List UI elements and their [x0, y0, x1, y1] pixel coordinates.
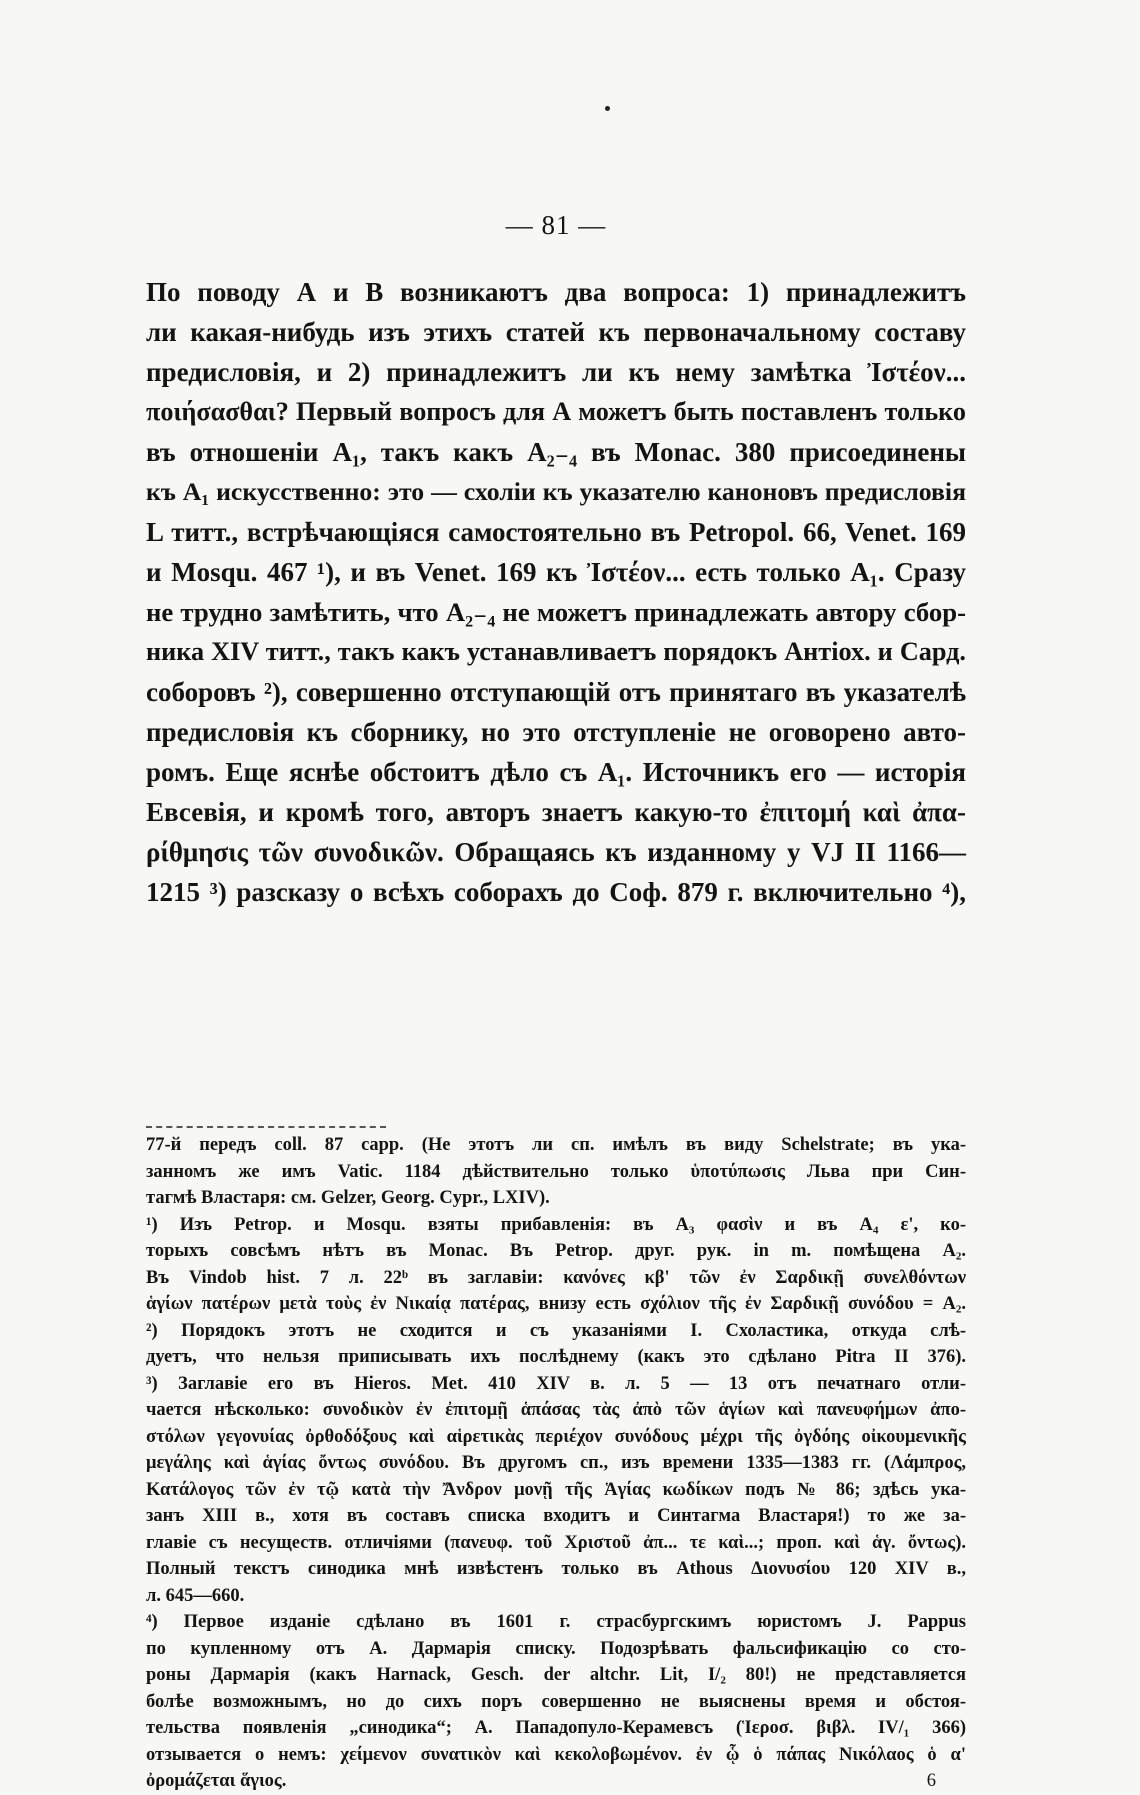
body-text: [146, 272, 966, 912]
footnote-line: торыхъ совсѣмъ нѣтъ въ Monac. Въ Petrop. друг. рук. in m. помѣщена A₂.: [146, 1241, 966, 1261]
body-line: и Mosqu. 467 ¹), и въ Venet. 169 къ Ἰστέον... есть только A₁. Сразу: [146, 557, 966, 587]
body-line: не трудно замѣтить, что A₂₋₄ не можетъ принадлежать автору сбор-: [146, 597, 966, 627]
footnote-4: [146, 1609, 966, 1795]
body-line: ника XIV титт., такъ какъ устанавливаетъ порядокъ Антіох. и Сард.: [146, 637, 966, 666]
body-line: предисловія, и 2) принадлежитъ ли къ нему замѣтка Ἰστέον...: [146, 357, 966, 387]
footnote-line: ⁴) Первое изданіе сдѣлано въ 1601 г. страсбургскимъ юристомъ J. Pappus: [146, 1612, 966, 1632]
footnote-line: главіе съ несуществ. отличіями (πανευφ. τοῦ Χριστοῦ ἀπ... τε καὶ...; проп. καὶ ἁγ. ὄντως).: [146, 1532, 966, 1553]
footnote-line: στόλων γεγονυίας ὀρθοδόξους καὶ αἱρετικὰς περιέχον συνόδους μέχρι τῆς ὀγδόης οἰκουμενικῆς: [146, 1426, 966, 1447]
ink-speck: [605, 106, 610, 111]
footnote-continued: [146, 1132, 966, 1212]
footnote-line: занномъ же имъ Vatic. 1184 дѣйствительно только ὑποτύπωσις Льва при Син-: [146, 1161, 966, 1182]
footnote-line: μεγάλης καὶ ἁγίας ὄντως συνόδου. Въ другомъ сп., изъ времени 1335—1383 гг. (Λάμπρος,: [146, 1453, 966, 1473]
body-line: Евсевія, и кромѣ того, авторъ знаетъ какую-то ἐπιτομή καὶ ἀπα-: [146, 797, 966, 827]
page-number: — 81 —: [505, 210, 607, 240]
footnote-line: ¹) Изъ Petrop. и Mosqu. взяты прибавленія: въ A₃ φασὶν и въ A₄ ε', ко-: [146, 1214, 966, 1235]
footnote-line: тагмѣ Властаря: см. Gelzer, Georg. Cypr., LXIV).: [146, 1188, 550, 1208]
body-line: ромъ. Еще яснѣе обстоитъ дѣло съ A₁. Источникъ его — исторія: [146, 757, 966, 787]
body-line: предисловія къ сборнику, но это отступленіе не оговорено авто-: [146, 717, 966, 747]
footnote-line: по купленному отъ А. Дармарія списку. Подозрѣвать фальсификацію со сто-: [146, 1638, 966, 1659]
footnote-line: 77-й передъ coll. 87 capp. (Не этотъ ли сп. имѣлъ въ виду Schelstrate; въ ука-: [146, 1135, 966, 1155]
footnote-line: Въ Vindob hist. 7 л. 22ᵇ въ заглавіи: κανόνες κβ' τῶν ἐν Σαρδικῇ συνελθόντων: [146, 1267, 966, 1288]
body-line: L титт., встрѣчающіяся самостоятельно въ Petropol. 66, Venet. 169: [146, 517, 966, 547]
body-line: къ A₁ искусственно: это — схоліи къ указателю каноновъ предисловія: [146, 477, 966, 506]
footnote-line: ἁγίων πατέρων μετὰ τοὺς ἐν Νικαίᾳ πατέρας, внизу есть σχόλιον τῆς ἐν Σαρδικῇ συνόδου = A₂.: [146, 1294, 966, 1314]
footnote-line: Κατάλογος τῶν ἐν τῷ κατὰ τὴν Ἄνδρον μονῇ τῆς Ἁγίας κωδίκων подъ № 86; здѣсь ука-: [146, 1479, 966, 1500]
footnote-line: ὀρομάζεται ἅγιος.: [146, 1771, 287, 1791]
footnote-3: [146, 1371, 966, 1610]
footnotes: [146, 1132, 966, 1795]
signature-mark: 6: [926, 1771, 936, 1791]
footnote-2: [146, 1318, 966, 1371]
footnote-line: роны Дармарія (какъ Harnack, Gesch. der altchr. Lit, I/₂ 80!) не представляется: [146, 1665, 966, 1685]
body-line: соборовъ ²), совершенно отступающій отъ принятаго въ указателѣ: [146, 677, 966, 707]
footnote-line: занъ XIII в., хотя въ составъ списка входитъ и Синтагма Властаря!) то же за-: [146, 1506, 966, 1526]
footnote-line: тельства появленія „синодика“; А. Пападопуло-Керамевсъ (Ἱεροσ. βιβλ. IV/₁ 366): [146, 1718, 966, 1738]
footnote-line: чается нѣсколько: συνοδικὸν ἐν ἐπιτομῇ ἁπάσας τὰς ἀπὸ τῶν ἁγίων καὶ πανευφήμων ἀπο-: [146, 1400, 966, 1420]
body-line: ρίθμησις τῶν συνοδικῶν. Обращаясь къ изданному у VJ II 1166—: [146, 837, 966, 867]
body-line: въ отношеніи A₁, такъ какъ A₂₋₄ въ Monac. 380 присоединены: [146, 437, 966, 467]
footnote-line: отзывается о немъ: χείμενον συνατικὸν καὶ κεκολοβωμένον. ἐν ᾧ ὁ πάπας Νικόλαος ὁ α': [146, 1744, 966, 1765]
footnote-line: л. 645—660.: [146, 1585, 245, 1606]
footnote-line: болѣе возможнымъ, но до сихъ поръ совершенно не выяснены время и обстоя-: [146, 1691, 966, 1712]
footnote-line: дуетъ, что нельзя приписывать ихъ послѣднему (какъ это сдѣлано Pitra II 376).: [146, 1347, 966, 1367]
footnote-line: ³) Заглавіе его въ Hieros. Met. 410 XIV в. л. 5 — 13 отъ печатнаго отли-: [146, 1373, 966, 1394]
body-line: 1215 ³) разсказу о всѣхъ соборахъ до Соф. 879 г. включительно ⁴),: [146, 877, 966, 907]
footnote-1: [146, 1212, 966, 1318]
body-line: По поводу А и В возникаютъ два вопроса: 1) принадлежитъ: [146, 277, 966, 307]
body-line: ποιήσασθαι? Первый вопросъ для А можетъ быть поставленъ только: [146, 397, 966, 426]
footnote-line: ²) Порядокъ этотъ не сходится и съ указаніями I. Схоластика, откуда слѣ-: [146, 1320, 966, 1341]
footnote-separator: [146, 1126, 386, 1128]
footnote-line: Полный текстъ синодика мнѣ извѣстенъ только въ Athous Διονυσίου 120 XIV в.,: [146, 1559, 966, 1579]
body-line: ли какая-нибудь изъ этихъ статей къ первоначальному составу: [146, 317, 966, 347]
